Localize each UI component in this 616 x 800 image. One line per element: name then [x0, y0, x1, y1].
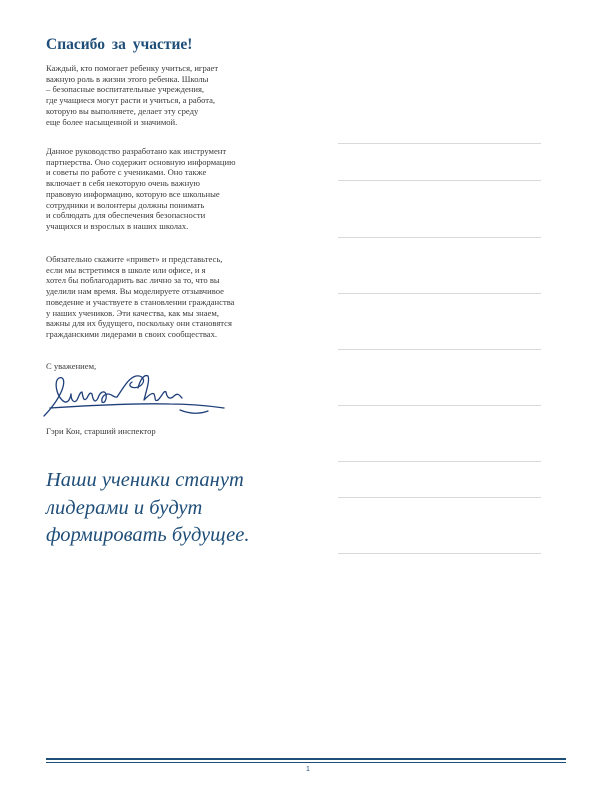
signature-image [40, 370, 230, 422]
text-line: сотрудники и волонтеры должны понимать [46, 199, 205, 210]
text-line: если мы встретимся в школе или офисе, и я [46, 264, 206, 275]
text-line: где учащиеся могут расти и учиться, а работа, [46, 95, 216, 106]
pull-quote [46, 467, 249, 550]
text-line: важную роль в жизни этого ребенка. Школы [46, 73, 209, 84]
footer-rule [46, 762, 566, 763]
text-line: гражданскими лидерами в своих сообществах. [46, 328, 218, 339]
note-rule [338, 237, 541, 238]
text-line: партнерства. Оно содержит основную информацию [46, 156, 236, 167]
note-rule [338, 180, 541, 181]
text-line: важны для их будущего, поскольку они становятся [46, 318, 232, 329]
text-line: уделили нам время. Вы моделируете отзывчивое [46, 286, 224, 297]
text-line: правовую информацию, которую все школьные [46, 188, 220, 199]
note-rule [338, 349, 541, 350]
greeting-paragraph [46, 254, 234, 340]
note-rule [338, 461, 541, 462]
intro-paragraph [46, 63, 218, 127]
page-title: Спасибо за участие! [46, 36, 193, 53]
quote-line: Наши ученики станут [46, 469, 244, 491]
note-rule [338, 143, 541, 144]
text-line: еще более насыщенной и значимой. [46, 116, 178, 127]
text-line: и соблюдать для обеспечения безопасности [46, 210, 206, 221]
footer-rule [46, 758, 566, 760]
note-rule [338, 497, 541, 498]
note-rule [338, 405, 541, 406]
text-line: Каждый, кто помогает ребенку учиться, играет [46, 63, 219, 73]
text-line: Данное руководство разработано как инструмент [46, 146, 227, 156]
signer-name: Гэри Кон, старший инспектор [46, 426, 156, 436]
text-line: включает в себя некоторую очень важную [46, 178, 200, 189]
closing-salutation: С уважением, [46, 361, 97, 371]
text-line: у наших учеников. Эти качества, как мы знаем, [46, 307, 219, 318]
quote-line: лидерами и будут [46, 496, 203, 519]
note-rule [338, 293, 541, 294]
text-line: Обязательно скажите «привет» и представьтесь, [46, 254, 223, 264]
text-line: хотел бы поблагодарить вас лично за то, что вы [46, 275, 220, 286]
text-line: поведение и участвуете в становлении гражданства [46, 296, 235, 307]
quote-line: формировать будущее. [46, 524, 250, 546]
text-line: учащихся и взрослых в наших школах. [46, 220, 189, 231]
page-number: 1 [306, 766, 310, 773]
text-line: и советы по работе с учениками. Оно также [46, 167, 207, 178]
guide-paragraph [46, 146, 236, 232]
text-line: – безопасные воспитательные учреждения, [46, 84, 205, 95]
text-line: которую вы выполняете, делает эту среду [46, 105, 199, 116]
note-rule [338, 553, 541, 554]
